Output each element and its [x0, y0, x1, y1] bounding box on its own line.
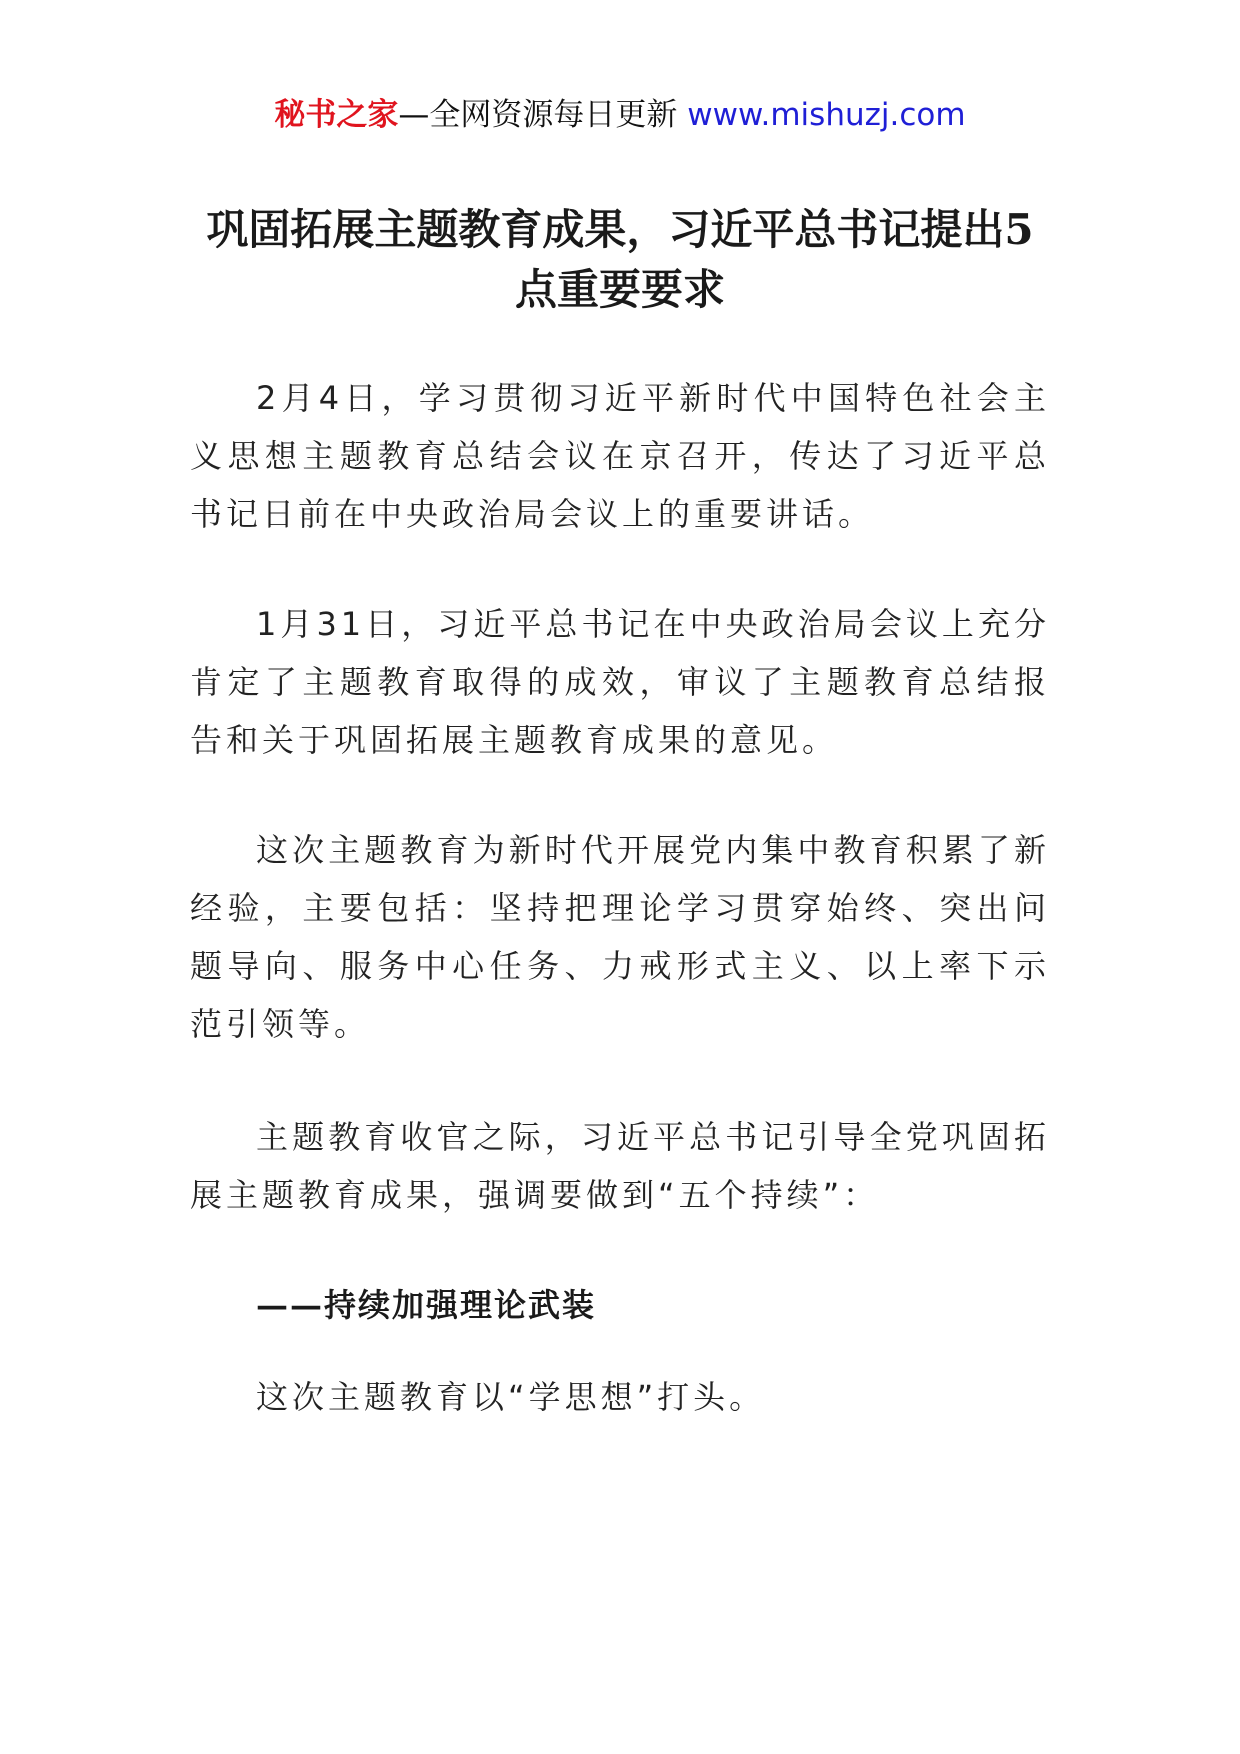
article-paragraph-4: 主题教育收官之际，习近平总书记引导全党巩固拓展主题教育成果，强调要做到“五个持续”：	[190, 1118, 1050, 1214]
article-paragraph-5: 这次主题教育以“学思想”打头。	[256, 1378, 766, 1416]
site-slogan: —全网资源每日更新	[398, 97, 688, 133]
site-url-link[interactable]: www.mishuzj.com	[687, 97, 966, 133]
site-brand: 秘书之家	[274, 97, 399, 133]
article-paragraph-2: 1月31日，习近平总书记在中央政治局会议上充分肯定了主题教育取得的成效，审议了主题教育总结报告和关于巩固拓展主题教育成果的意见。	[190, 605, 1050, 759]
article-subheading: ——持续加强理论武装	[256, 1286, 597, 1324]
article-title: 巩固拓展主题教育成果，习近平总书记提出5点重要要求	[206, 205, 1034, 314]
article-paragraph-3: 这次主题教育为新时代开展党内集中教育积累了新经验，主要包括：坚持把理论学习贯穿始终、突出问题导向、服务中心任务、力戒形式主义、以上率下示范引领等。	[190, 831, 1050, 1043]
site-header	[0, 95, 1240, 135]
article-paragraph-1: 2月4日，学习贯彻习近平新时代中国特色社会主义思想主题教育总结会议在京召开，传达了习近平总书记日前在中央政治局会议上的重要讲话。	[190, 379, 1050, 533]
